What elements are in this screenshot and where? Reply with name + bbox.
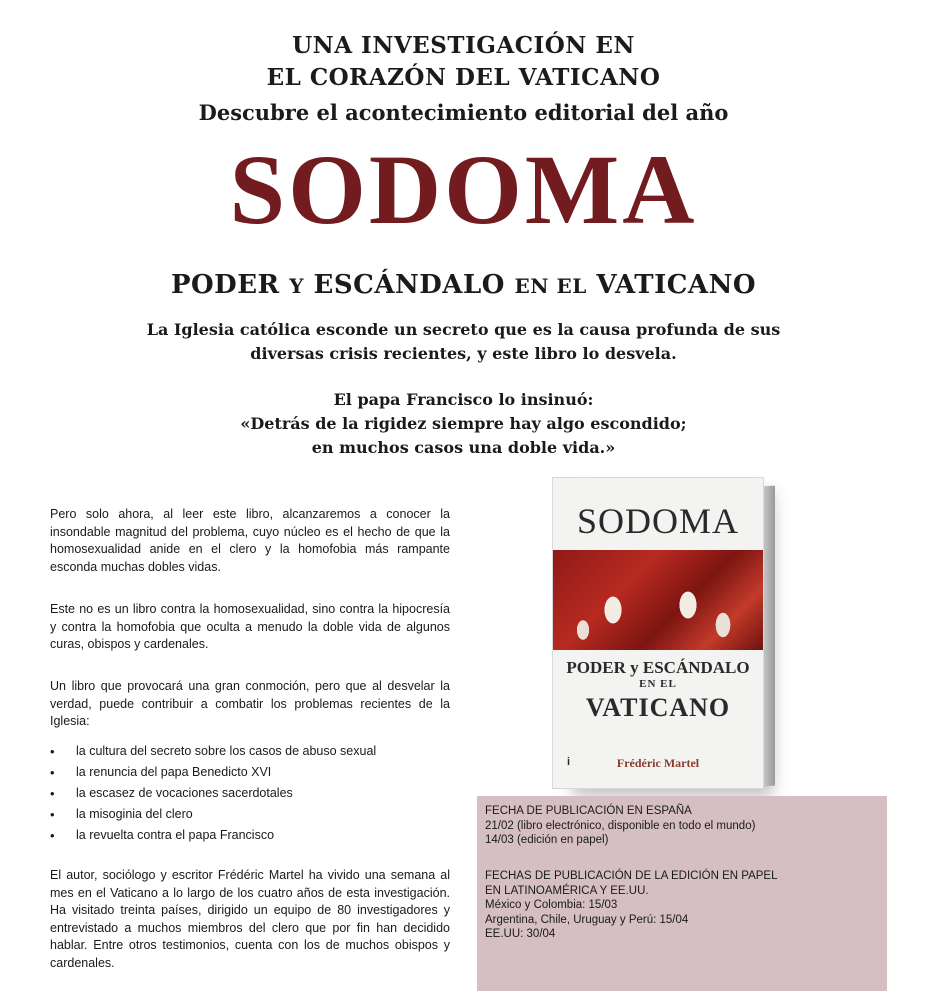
intro-text: [0, 318, 927, 366]
subtitle: [0, 270, 927, 300]
paragraph-text: Pero solo ahora, al leer este libro, alcanzaremos a conocer la insondable magnitud del problema, cuyo núcleo es el hecho de que la homosexualidad anide en el clero y la homofobia más rampante esconda muchas dobles vidas.: [50, 507, 450, 574]
book-subtitle-2: EN EL: [639, 678, 677, 690]
intro-line-2: diversas crisis recientes, y este libro lo desvela.: [250, 344, 677, 363]
quote-line-3: en muchos casos una doble vida.»: [311, 438, 616, 457]
intro-line-1: La Iglesia católica esconde un secreto que es la causa profunda de sus: [146, 320, 781, 339]
spain-date-1: 21/02 (libro electrónico, disponible en todo el mundo): [485, 819, 756, 832]
book-spine: [761, 486, 775, 787]
body-paragraph-1: [50, 506, 450, 576]
book-front: [553, 478, 763, 788]
pope-quote: [0, 388, 927, 460]
subtitle-part-5: VATICANO: [586, 270, 757, 300]
spain-heading: FECHA DE PUBLICACIÓN EN ESPAÑA: [485, 805, 692, 817]
subtitle-part-2: Y: [289, 274, 304, 298]
book-author: Frédéric Martel: [616, 756, 700, 770]
latam-dates: [485, 869, 885, 942]
publication-dates-box: [477, 796, 887, 991]
publisher-logo: i: [567, 756, 571, 768]
paragraph-text: Este no es un libro contra la homosexualidad, sino contra la hipocresía y contra la homofobia que oculta a menudo la doble vida de algunos curas, obispos y cardenales.: [50, 602, 450, 651]
paragraph-text: El autor, sociólogo y escritor Frédéric Martel ha vivido una semana al mes en el Vaticano a lo largo de los cuatro años de esta investigación. Ha visitado treinta países, dirigido un equipo de 80 investigadores y entrevistado a muchos miembros del clero que por fin han decidido hablar. Entre otros testimonios, cuenta con los de muchos obispos y cardenales.: [50, 868, 450, 970]
book-cover-image: [553, 478, 763, 790]
latam-date-1: México y Colombia: 15/03: [485, 899, 618, 911]
paragraph-text: Un libro que provocará una gran conmoción, pero que al desvelar la verdad, puede contribuir a combatir los problemas recientes de la Iglesia:: [50, 679, 450, 728]
list-item: • la misoginia del clero: [50, 804, 450, 825]
quote-line-2: «Detrás de la rigidez siempre hay algo escondido;: [240, 414, 687, 433]
book-subtitle-3: VATICANO: [585, 693, 731, 722]
quote-line-1: El papa Francisco lo insinuó:: [333, 390, 594, 409]
spain-date-2: 14/03 (edición en papel): [485, 834, 609, 846]
header-line-2: EL CORAZÓN DEL VATICANO: [266, 64, 661, 91]
body-paragraph-4: [50, 867, 450, 972]
latam-date-3: EE.UU: 30/04: [485, 928, 556, 940]
header-line-1: UNA INVESTIGACIÓN EN: [292, 32, 635, 59]
list-item: • la revuelta contra el papa Francisco: [50, 825, 450, 846]
latam-heading-1: FECHAS DE PUBLICACIÓN DE LA EDICIÓN EN PAPEL: [485, 870, 778, 882]
subtitle-part-1: PODER: [170, 270, 290, 300]
main-title: SODOMA: [229, 134, 698, 245]
book-subtitle-1: PODER y ESCÁNDALO: [566, 658, 750, 677]
body-paragraph-2: [50, 601, 450, 654]
spain-dates: [485, 804, 885, 848]
problems-list: [50, 741, 450, 846]
list-item: • la escasez de vocaciones sacerdotales: [50, 783, 450, 804]
list-item: • la cultura del secreto sobre los casos de abuso sexual: [50, 741, 450, 762]
header-tagline: Descubre el acontecimiento editorial del año: [198, 100, 729, 125]
list-item: • la renuncia del papa Benedicto XVI: [50, 762, 450, 783]
latam-heading-2: EN LATINOAMÉRICA Y EE.UU.: [485, 884, 649, 897]
cardinals-photo: [553, 550, 763, 650]
subtitle-part-4: EN EL: [514, 274, 587, 298]
book-title: SODOMA: [576, 501, 740, 541]
subtitle-part-3: ESCÁNDALO: [303, 270, 515, 300]
latam-date-2: Argentina, Chile, Uruguay y Perú: 15/04: [485, 913, 689, 926]
body-paragraph-3: [50, 678, 450, 731]
